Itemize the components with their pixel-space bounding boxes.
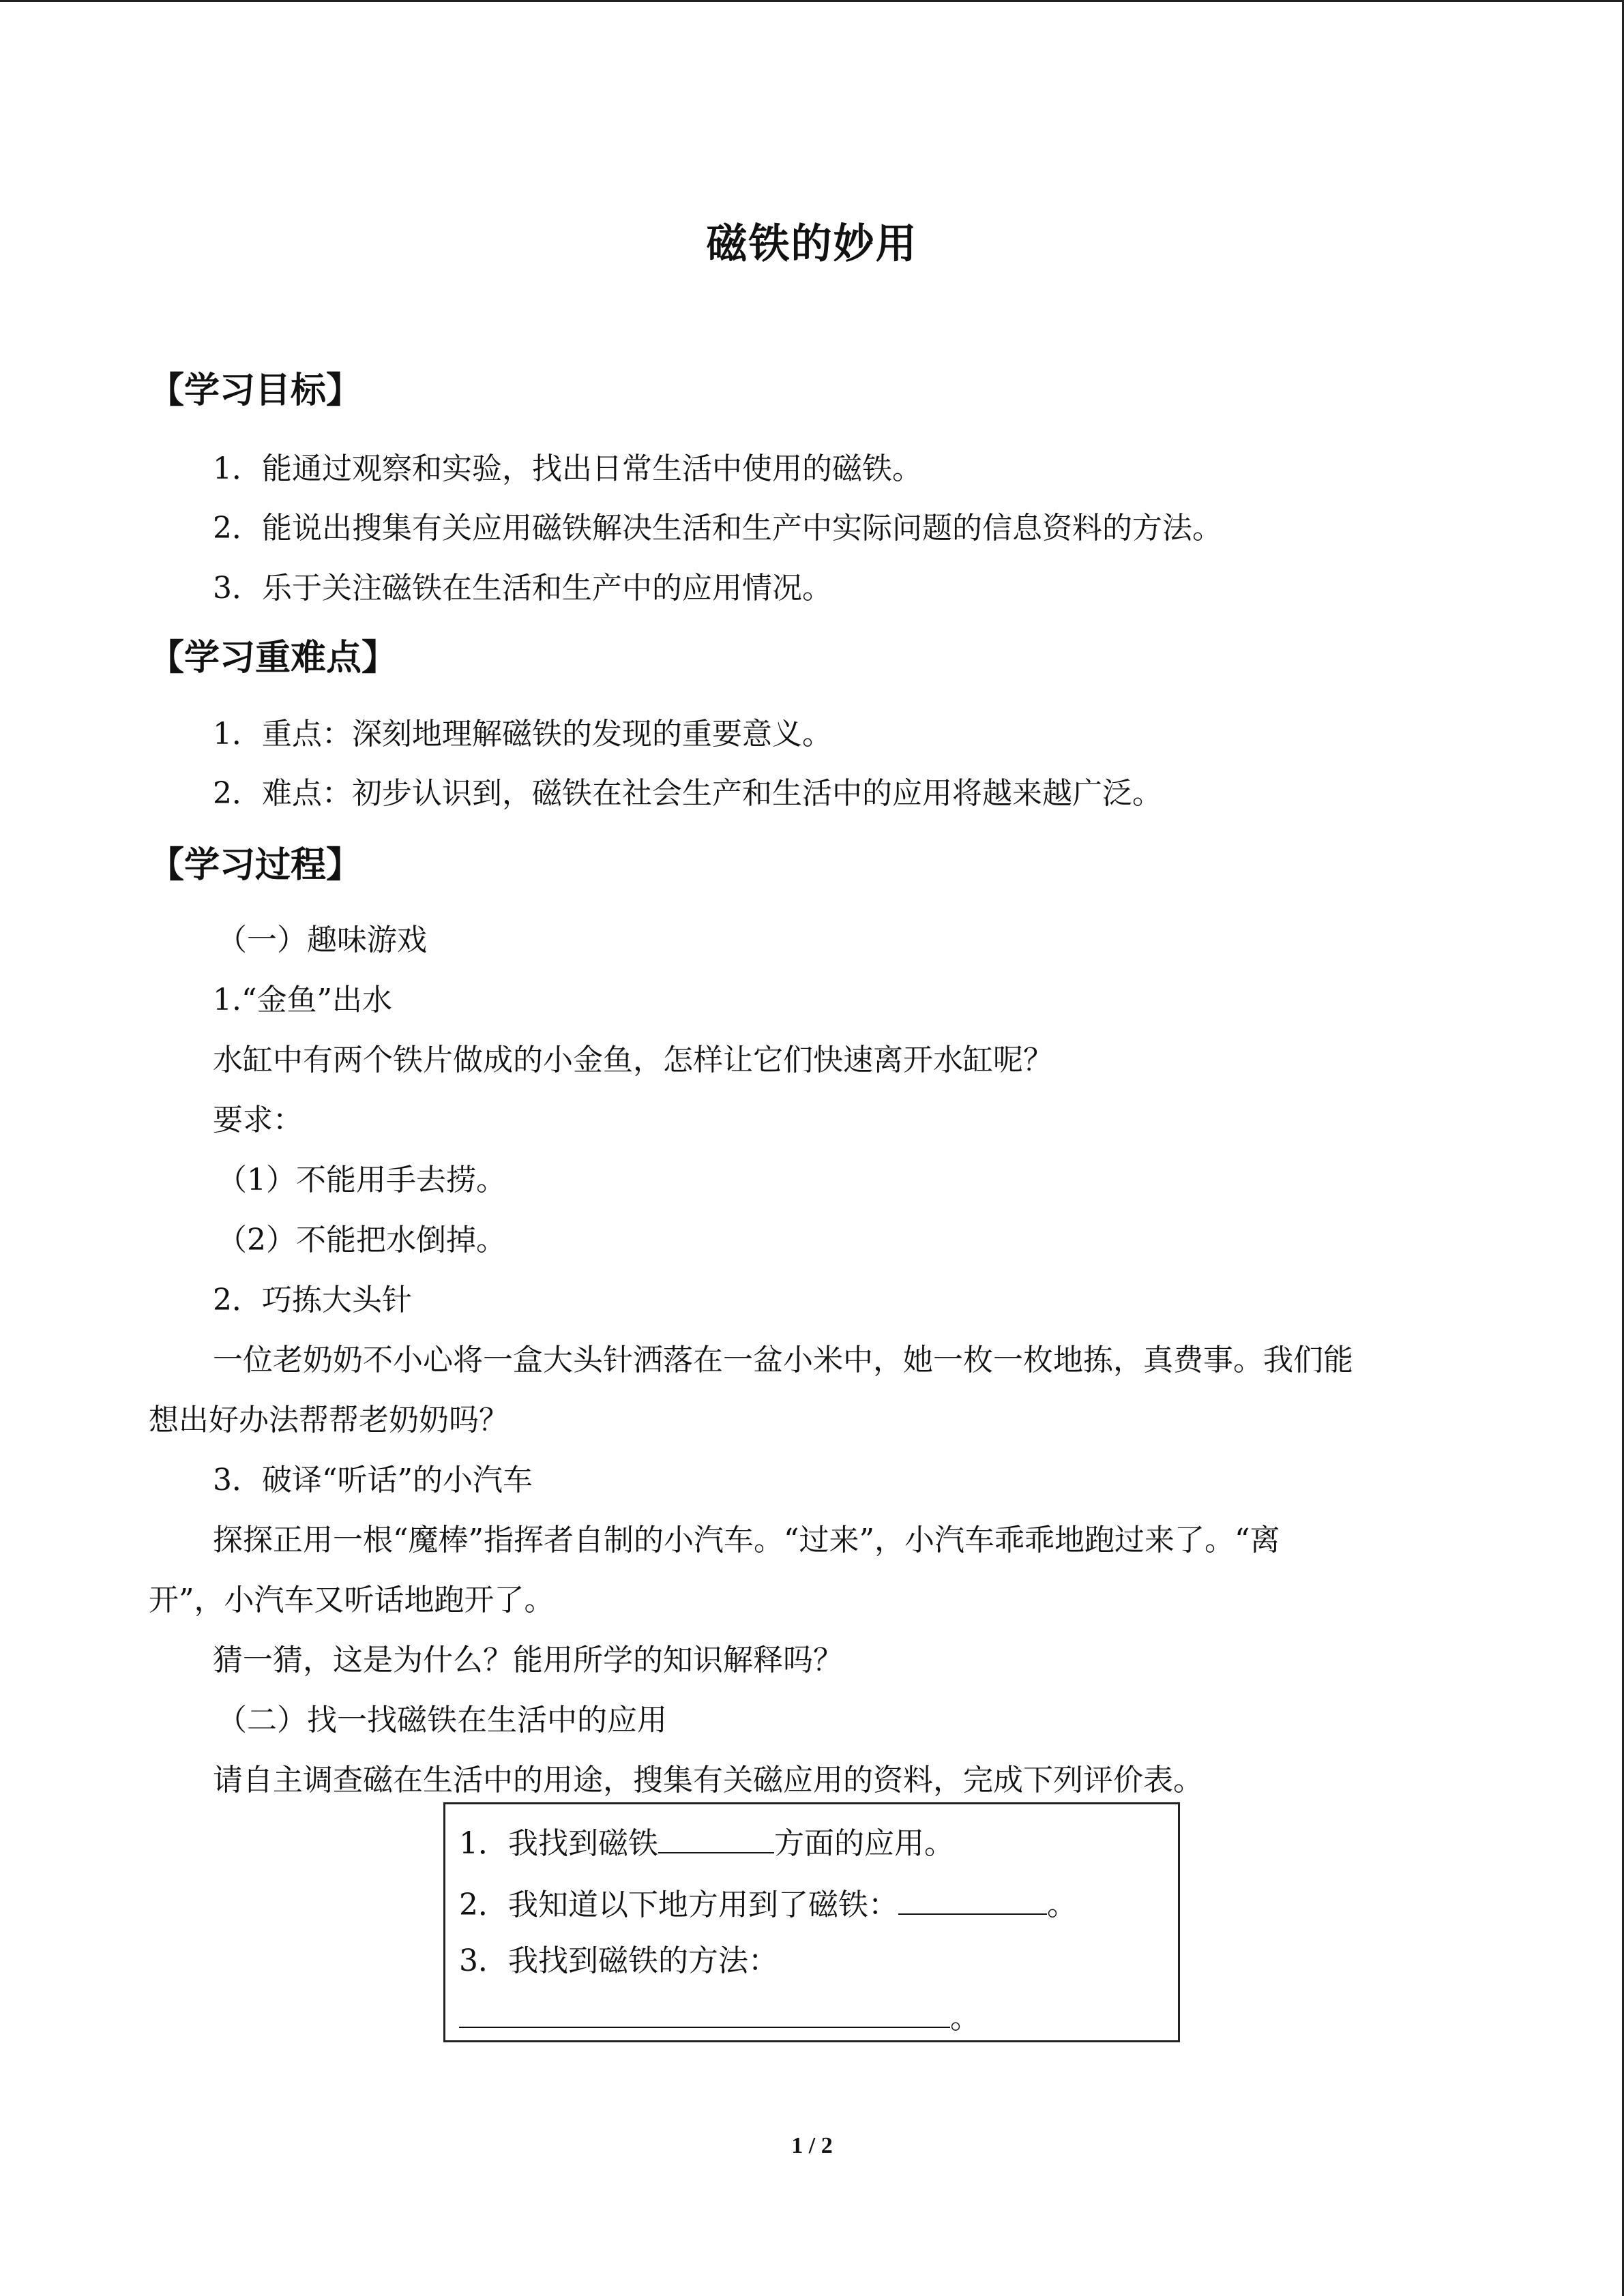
process-line-11: 探探正用一根“魔棒”指挥者自制的小汽车。“过来”，小汽车乖乖地跑过来了。“离: [213, 1523, 1280, 1557]
process-line-9: 想出好办法帮帮老奶奶吗？: [149, 1403, 509, 1437]
eval-item-1-prefix: 1．我找到磁铁: [459, 1826, 658, 1861]
objective-item-1: 1．能通过观察和实验，找出日常生活中使用的磁铁。: [213, 451, 922, 486]
process-line-3: 水缸中有两个铁片做成的小金鱼，怎样让它们快速离开水缸呢？: [213, 1043, 1053, 1077]
process-line-1: （一）趣味游戏: [217, 923, 427, 957]
process-line-12: 开”，小汽车又听话地跑开了。: [149, 1583, 555, 1617]
process-line-4: 要求：: [213, 1103, 303, 1137]
process-line-5: （1）不能用手去捞。: [217, 1163, 506, 1197]
evaluation-table: [443, 1802, 1180, 2042]
page-number: 1 / 2: [791, 2133, 833, 2158]
process-line-14: （二）找一找磁铁在生活中的应用: [217, 1703, 667, 1738]
eval-item-3: 3．我找到磁铁的方法：: [459, 1943, 778, 1978]
eval-item-2-prefix: 2．我知道以下地方用到了磁铁：: [459, 1888, 898, 1922]
process-line-8: 一位老奶奶不小心将一盒大头针洒落在一盆小米中，她一枚一枚地拣，真费事。我们能: [213, 1343, 1353, 1377]
key-point-item-2: 2．难点：初步认识到，磁铁在社会生产和生活中的应用将越来越广泛。: [213, 776, 1162, 811]
objective-item-3: 3．乐于关注磁铁在生活和生产中的应用情况。: [213, 571, 832, 606]
eval-item-2-suffix: 。: [1047, 1888, 1077, 1922]
process-line-15: 请自主调查磁在生活中的用途，搜集有关磁应用的资料，完成下列评价表。: [213, 1763, 1203, 1798]
eval-item-2-blank[interactable]: [898, 1882, 1047, 1915]
process-line-10: 3．破译“听话”的小汽车: [213, 1463, 533, 1497]
objective-item-2: 2．能说出搜集有关应用磁铁解决生活和生产中实际问题的信息资料的方法。: [213, 511, 1222, 546]
heading-key-points: 【学习重难点】: [149, 637, 398, 679]
heading-process: 【学习过程】: [149, 844, 362, 886]
process-line-6: （2）不能把水倒掉。: [217, 1223, 506, 1257]
eval-item-3-blank[interactable]: [459, 1995, 950, 2028]
process-line-7: 2．巧拣大头针: [213, 1283, 412, 1317]
eval-item-3-end: 。: [950, 2001, 980, 2036]
eval-item-1-suffix: 方面的应用。: [774, 1826, 954, 1861]
key-point-item-1: 1．重点：深刻地理解磁铁的发现的重要意义。: [213, 717, 832, 751]
eval-item-1-blank[interactable]: [658, 1821, 774, 1853]
eval-item-1: [459, 1821, 954, 1864]
process-line-2: 1.“金鱼”出水: [213, 983, 392, 1017]
eval-item-2: [459, 1882, 1077, 1926]
page-border-top: [0, 0, 1624, 2]
process-line-13: 猜一猜，这是为什么？能用所学的知识解释吗？: [213, 1643, 843, 1678]
heading-objectives: 【学习目标】: [149, 370, 362, 411]
page-title: 磁铁的妙用: [706, 220, 918, 268]
eval-item-3-answer: [459, 1995, 980, 2039]
